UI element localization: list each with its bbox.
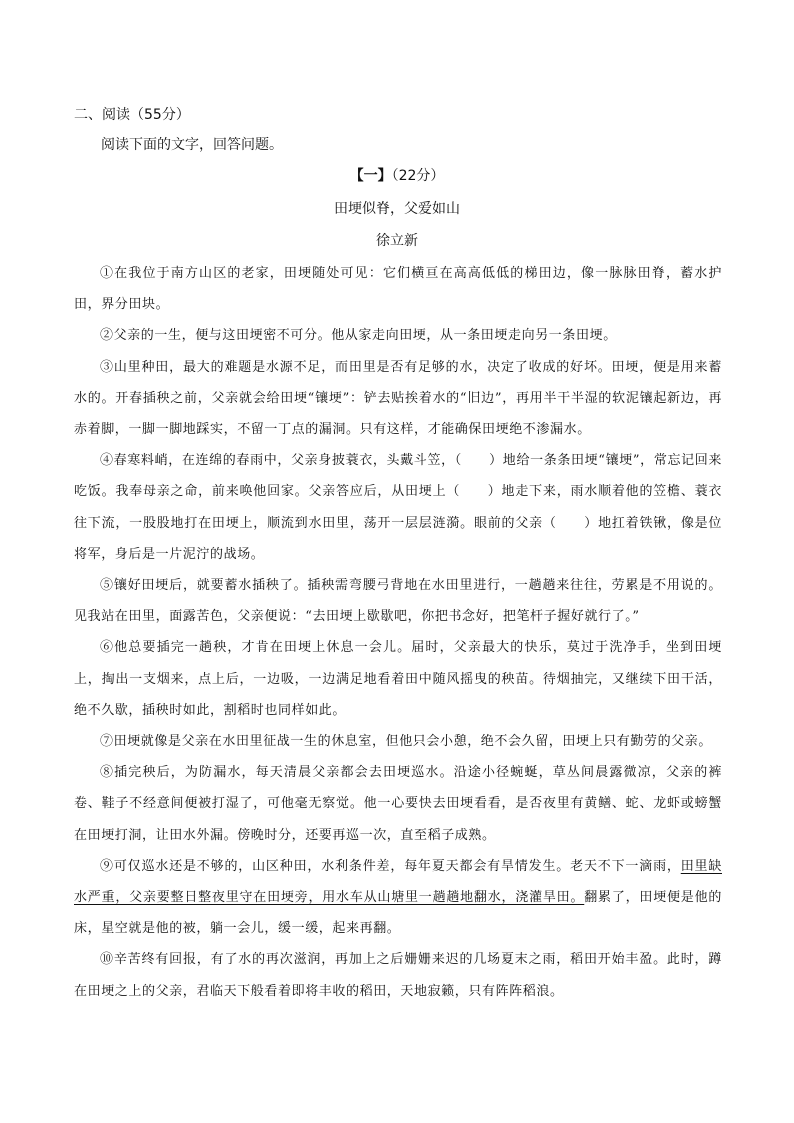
paragraph-5: ⑤镶好田埂后，就要蓄水插秧了。插秧需弯腰弓背地在水田里进行，一趟趟来往往，劳累是不用说的。见我站在田里，面露苦色，父亲便说：“去田埂上歇歇吧，你把书念好，把笔杆子握好就行了。” xyxy=(74,578,722,625)
paragraph-6: ⑥他总要插完一趟秧，才肯在田埂上休息一会儿。届时，父亲最大的快乐，莫过于洗净手，坐到田埂上，掏出一支烟来，点上后，一边吸，一边满足地看着田中随风摇曳的秧苗。待烟抽完，又继续下田干活，绝不久歇，插秧时如此，割稻时也同样如此。 xyxy=(74,640,722,718)
paragraph-9-underlined-sentence: 田里缺水严重，父亲要整日整夜里守在田埂旁，用水车从山塘里一趟趟地翻水，浇灌旱田。 xyxy=(74,858,722,906)
paragraph-9-before: ⑨可仅巡水还是不够的，山区种田，水利条件差，每年夏天都会有旱情发生。老天不下一滴雨， xyxy=(100,858,681,874)
article-body xyxy=(74,258,722,1007)
part-heading xyxy=(0,165,794,185)
part-points: （22分） xyxy=(391,168,445,184)
paragraph-4: ④春寒料峭，在连绵的春雨中，父亲身披蓑衣，头戴斗笠，（ ）地给一条条田埂“镶埂”，常忘记回来吃饭。我奉母亲之命，前来唤他回家。父亲答应后，从田埂上（ ）地走下来，雨水顺着他的笠檐、蓑衣往下流，一股股地打在田埂上，顺流到水田里，荡开一层层涟漪。眼前的父亲（ ）地扛着铁锹，像是位将军，身后是一片泥泞的战场。 xyxy=(74,453,722,562)
paragraph-8: ⑧插完秧后，为防漏水，每天清晨父亲都会去田埂巡水。沿途小径蜿蜒，草丛间晨露微凉，父亲的裤卷、鞋子不经意间便被打湿了，可他毫无察觉。他一心要快去田埂看看，是否夜里有黄鳝、蛇、龙虾或螃蟹在田埂打洞，让田水外漏。傍晚时分，还要再巡一次，直至稻子成熟。 xyxy=(74,765,722,843)
paragraph-3: ③山里种田，最大的难题是水源不足，而田里是否有足够的水，决定了收成的好坏。田埂，便是用来蓄水的。开春插秧之前，父亲就会给田埂“镶埂”：铲去贴挨着水的“旧边”，再用半干半湿的软泥镶起新边，再赤着脚，一脚一脚地踩实，不留一丁点的漏洞。只有这样，才能确保田埂绝不渗漏水。 xyxy=(74,359,722,438)
paragraph-9 xyxy=(74,851,722,945)
paragraph-2: ②父亲的一生，便与这田埂密不可分。他从家走向田埂，从一条田埂走向另一条田埂。 xyxy=(100,328,617,344)
reading-instruction: 阅读下面的文字，回答问题。 xyxy=(101,137,283,153)
paragraph-10: ⑩辛苦终有回报，有了水的再次滋润，再加上之后姗姗来迟的几场夏末之雨，稻田开始丰盈。此时，蹲在田埂之上的父亲，君临天下般看着即将丰收的稻田，天地寂籁，只有阵阵稻浪。 xyxy=(74,952,722,999)
section-title: 二、阅读（55分） xyxy=(74,107,190,123)
article-author: 徐立新 xyxy=(376,233,418,249)
paragraph-9-after: 翻累了，田埂便是他的床，星空就是他的被，躺一会儿，缓一缓，起来再翻。 xyxy=(74,890,722,937)
paragraph-7: ⑦田埂就像是父亲在水田里征战一生的休息室，但他只会小憩，绝不会久留，田埂上只有勤劳的父亲。 xyxy=(100,734,713,750)
part-label: 【一】 xyxy=(349,168,392,184)
article-title: 田埂似脊，父爱如山 xyxy=(334,201,460,217)
paragraph-1: ①在我位于南方山区的老家，田埂随处可见：它们横亘在高高低低的梯田边，像一脉脉田脊，蓄水护田，界分田块。 xyxy=(74,266,722,313)
